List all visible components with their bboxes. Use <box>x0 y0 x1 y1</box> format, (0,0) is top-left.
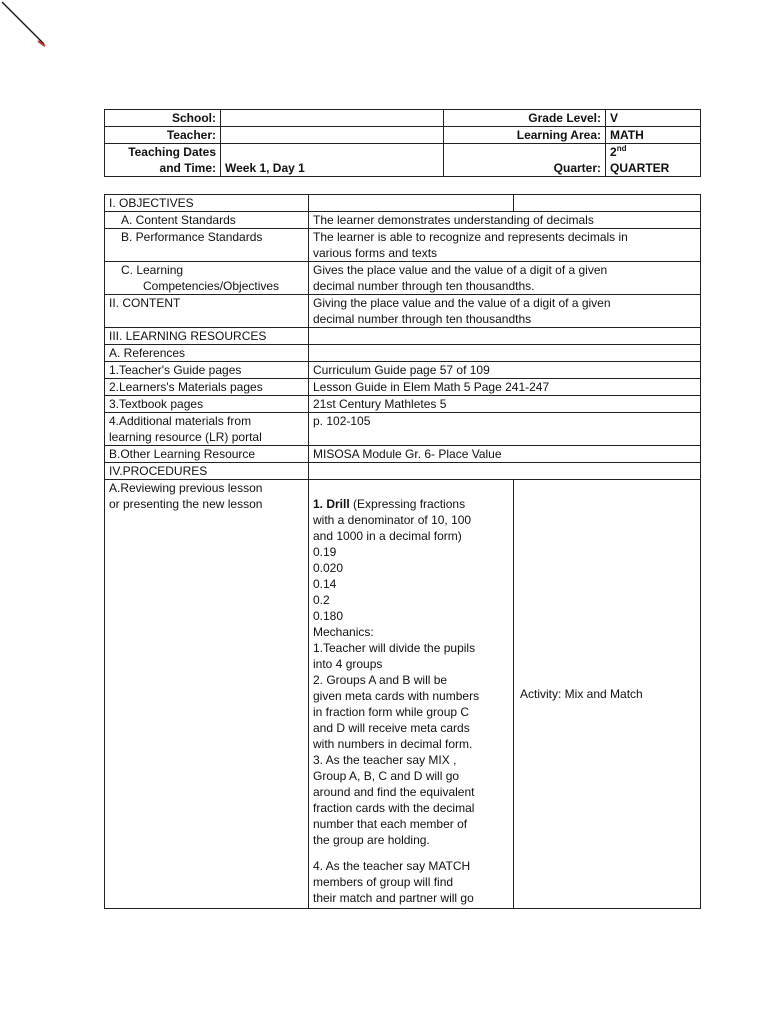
row-objectives <box>105 195 701 212</box>
lesson-plan-table <box>104 194 701 909</box>
row-performance-standards <box>105 229 701 262</box>
grade-value: V <box>606 110 701 127</box>
activity-cell: Activity: Mix and Match <box>514 480 701 909</box>
procedures-empty <box>309 463 701 480</box>
review-label: A.Reviewing previous lesson or presenting the new lesson <box>105 480 309 909</box>
drill-line: given meta cards with numbers <box>313 689 480 703</box>
dates-label-line-1: Teaching Dates <box>128 145 216 159</box>
teachers-guide-value: Curriculum Guide page 57 of 109 <box>309 362 701 379</box>
drill-line: the group are holding. <box>313 833 430 847</box>
dates-label-line-2: and Time: <box>159 161 216 175</box>
competencies-label: C. Learning Competencies/Objectives <box>105 262 309 295</box>
header-row-dates <box>105 144 701 177</box>
school-value <box>221 110 444 127</box>
drill-line: (Expressing fractions <box>349 497 466 511</box>
resources-heading: III. LEARNING RESOURCES <box>105 328 309 345</box>
row-procedures <box>105 463 701 480</box>
teachers-guide-label: 1.Teacher's Guide pages <box>105 362 309 379</box>
row-additional-materials <box>105 413 701 446</box>
quarter-label: Quarter: <box>444 144 606 177</box>
competencies-value: Gives the place value and the value of a digit of a given decimal number through ten thousandths. <box>309 262 701 295</box>
objectives-empty-1 <box>309 195 514 212</box>
content-value: Giving the place value and the value of a digit of a given decimal number through ten thousandths <box>309 295 701 328</box>
drill-line: members of group will find <box>313 875 454 889</box>
drill-line: 0.2 <box>313 593 330 607</box>
drill-line: and D will receive meta cards <box>313 721 470 735</box>
row-competencies <box>105 262 701 295</box>
drill-line: 2. Groups A and B will be <box>313 673 448 687</box>
row-teachers-guide <box>105 362 701 379</box>
drill-line: with numbers in decimal form. <box>313 737 473 751</box>
drill-first-line <box>313 496 509 512</box>
references-label: A. References <box>105 345 309 362</box>
area-value: MATH <box>606 127 701 144</box>
textbook-value: 21st Century Mathletes 5 <box>309 396 701 413</box>
drill-line: their match and partner will go <box>313 891 474 905</box>
resources-empty <box>309 328 701 345</box>
quarter-word: QUARTER <box>610 161 670 175</box>
quarter-ordinal: 2nd <box>610 144 627 159</box>
textbook-label: 3.Textbook pages <box>105 396 309 413</box>
pen-line-decoration <box>0 0 50 50</box>
drill-line: number that each member of <box>313 817 468 831</box>
drill-line: in fraction form while group C <box>313 705 470 719</box>
procedures-heading: IV.PROCEDURES <box>105 463 309 480</box>
row-learners-materials <box>105 379 701 396</box>
drill-line: Mechanics: <box>313 625 374 639</box>
header-row-school <box>105 110 701 127</box>
row-resources <box>105 328 701 345</box>
references-empty <box>309 345 701 362</box>
row-review <box>105 480 701 909</box>
other-resource-value: MISOSA Module Gr. 6- Place Value <box>309 446 701 463</box>
row-textbook <box>105 396 701 413</box>
performance-standards-value: The learner is able to recognize and represents decimals in various forms and texts <box>309 229 701 262</box>
drill-line: and 1000 in a decimal form) <box>313 529 462 543</box>
row-content-standards <box>105 212 701 229</box>
content-standards-label: A. Content Standards <box>105 212 309 229</box>
performance-standards-label: B. Performance Standards <box>105 229 309 262</box>
grade-label: Grade Level: <box>444 110 606 127</box>
row-other-resource <box>105 446 701 463</box>
drill-line: Group A, B, C and D will go <box>313 769 460 783</box>
teacher-value <box>221 127 444 144</box>
school-label: School: <box>105 110 221 127</box>
additional-materials-label: 4.Additional materials from learning resource (LR) portal <box>105 413 309 446</box>
drill-title: 1. Drill <box>313 497 350 511</box>
area-label: Learning Area: <box>444 127 606 144</box>
objectives-heading: I. OBJECTIVES <box>105 195 309 212</box>
content-standards-value: The learner demonstrates understanding of decimals <box>309 212 701 229</box>
drill-lines <box>313 496 509 848</box>
drill-line: 0.020 <box>313 561 344 575</box>
quarter-value <box>606 144 701 177</box>
header-row-teacher <box>105 127 701 144</box>
drill-lines-2 <box>313 858 509 906</box>
drill-line: fraction cards with the decimal <box>313 801 475 815</box>
header-table <box>104 109 701 177</box>
drill-line: 0.180 <box>313 609 344 623</box>
teacher-label: Teacher: <box>105 127 221 144</box>
learners-materials-label: 2.Learners's Materials pages <box>105 379 309 396</box>
objectives-empty-2 <box>514 195 701 212</box>
dates-value: Week 1, Day 1 <box>221 144 444 177</box>
drill-line: into 4 groups <box>313 657 383 671</box>
learners-materials-value: Lesson Guide in Elem Math 5 Page 241-247 <box>309 379 701 396</box>
drill-line: with a denominator of 10, 100 <box>313 513 472 527</box>
content-label: II. CONTENT <box>105 295 309 328</box>
drill-line: 4. As the teacher say MATCH <box>313 859 471 873</box>
additional-materials-value: p. 102-105 <box>309 413 701 446</box>
drill-cell <box>309 480 514 909</box>
drill-line: 1.Teacher will divide the pupils <box>313 641 476 655</box>
dates-label <box>105 144 221 177</box>
row-content <box>105 295 701 328</box>
row-references <box>105 345 701 362</box>
drill-line: 3. As the teacher say MIX , <box>313 753 457 767</box>
drill-line: around and find the equivalent <box>313 785 475 799</box>
drill-gap <box>313 848 509 858</box>
other-resource-label: B.Other Learning Resource <box>105 446 309 463</box>
drill-line: 0.19 <box>313 545 337 559</box>
drill-line: 0.14 <box>313 577 337 591</box>
